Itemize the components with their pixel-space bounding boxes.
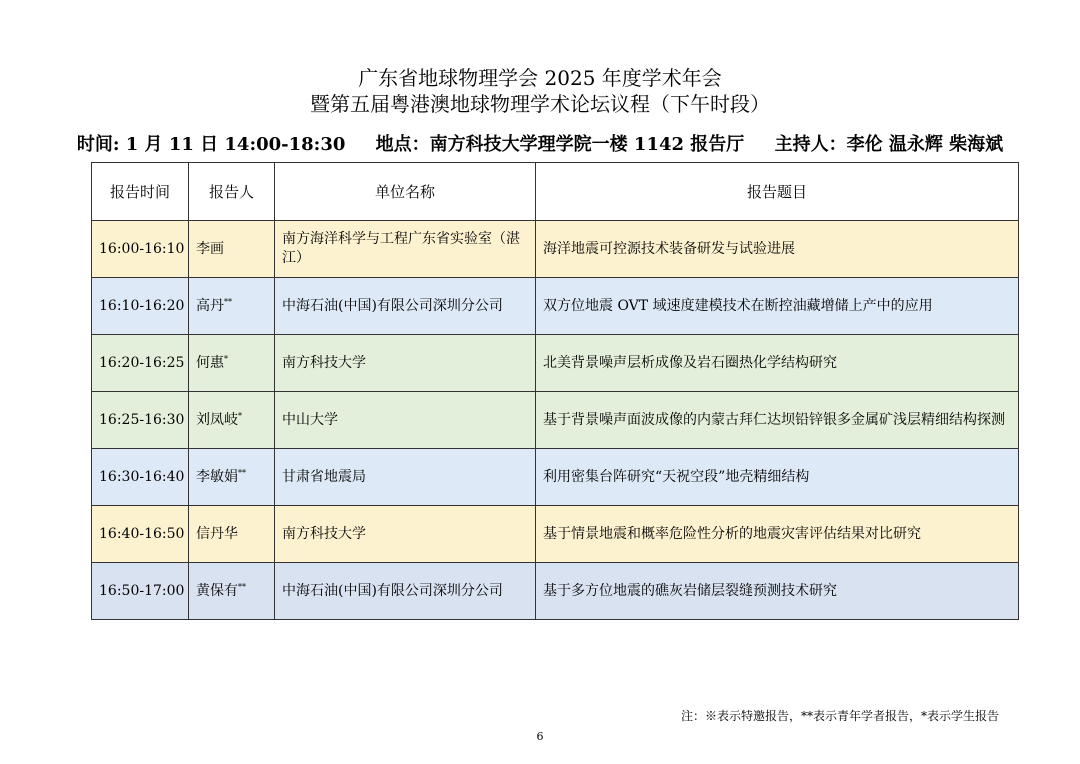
table-row [92, 392, 1019, 449]
column-header-time: 报告时间 [92, 163, 189, 221]
session-info [0, 130, 1080, 156]
cell-time: 16:10-16:20 [92, 278, 189, 335]
speaker-mark: ** [224, 296, 232, 306]
legend-note: 注：※表示特邀报告，**表示青年学者报告，*表示学生报告 [680, 709, 999, 723]
cell-speaker [189, 506, 275, 563]
cell-time: 16:25-16:30 [92, 392, 189, 449]
speaker-mark: ** [238, 581, 246, 591]
cell-speaker [189, 335, 275, 392]
column-header-org: 单位名称 [275, 163, 536, 221]
cell-speaker [189, 278, 275, 335]
speaker-name: 黄保有 [196, 582, 238, 599]
agenda-title-line2: 暨第五届粤港澳地球物理学术论坛议程（下午时段） [310, 92, 770, 116]
speaker-mark: * [224, 353, 228, 363]
table-row [92, 506, 1019, 563]
cell-org: 中海石油(中国)有限公司深圳分公司 [275, 278, 536, 335]
cell-topic: 基于背景噪声面波成像的内蒙古拜仁达坝铅锌银多金属矿浅层精细结构探测 [536, 392, 1019, 449]
agenda-title-line1: 广东省地球物理学会 2025 年度学术年会 [358, 66, 722, 90]
column-header-speaker: 报告人 [189, 163, 275, 221]
column-header-topic: 报告题目 [536, 163, 1019, 221]
cell-time: 16:00-16:10 [92, 221, 189, 278]
speaker-name: 刘凤岐 [196, 411, 238, 428]
agenda-rows [92, 221, 1019, 620]
cell-time: 16:50-17:00 [92, 563, 189, 620]
speaker-name: 何惠 [196, 354, 224, 371]
agenda-table [91, 162, 1019, 620]
speaker-name: 信丹华 [196, 525, 238, 542]
cell-time: 16:30-16:40 [92, 449, 189, 506]
speaker-mark: * [238, 410, 242, 420]
table-row [92, 335, 1019, 392]
session-host: 主持人：李伦 温永辉 柴海斌 [774, 134, 1004, 155]
speaker-name: 高丹 [196, 297, 224, 314]
cell-time: 16:40-16:50 [92, 506, 189, 563]
cell-topic: 基于情景地震和概率危险性分析的地震灾害评估结果对比研究 [536, 506, 1019, 563]
speaker-name: 李画 [196, 240, 224, 257]
cell-speaker [189, 221, 275, 278]
cell-org: 中山大学 [275, 392, 536, 449]
cell-topic: 北美背景噪声层析成像及岩石圈热化学结构研究 [536, 335, 1019, 392]
table-row [92, 449, 1019, 506]
cell-speaker [189, 563, 275, 620]
cell-org: 中海石油(中国)有限公司深圳分公司 [275, 563, 536, 620]
cell-speaker [189, 392, 275, 449]
session-place: 地点：南方科技大学理学院一楼 1142 报告厅 [375, 134, 745, 155]
cell-topic: 海洋地震可控源技术装备研发与试验进展 [536, 221, 1019, 278]
cell-topic: 基于多方位地震的礁灰岩储层裂缝预测技术研究 [536, 563, 1019, 620]
table-row [92, 278, 1019, 335]
table-row [92, 221, 1019, 278]
cell-speaker [189, 449, 275, 506]
session-time: 时间: 1 月 11 日 14:00-18:30 [76, 134, 346, 155]
cell-org: 南方科技大学 [275, 506, 536, 563]
cell-org: 南方科技大学 [275, 335, 536, 392]
cell-topic: 利用密集台阵研究“天祝空段”地壳精细结构 [536, 449, 1019, 506]
cell-time: 16:20-16:25 [92, 335, 189, 392]
page-number: 6 [536, 730, 544, 743]
speaker-name: 李敏娟 [196, 468, 238, 485]
table-row [92, 563, 1019, 620]
speaker-mark: ** [238, 467, 246, 477]
table-header-row [92, 163, 1019, 221]
cell-topic: 双方位地震 OVT 域速度建模技术在断控油藏增储上产中的应用 [536, 278, 1019, 335]
cell-org: 甘肃省地震局 [275, 449, 536, 506]
cell-org: 南方海洋科学与工程广东省实验室（湛江） [275, 221, 536, 278]
